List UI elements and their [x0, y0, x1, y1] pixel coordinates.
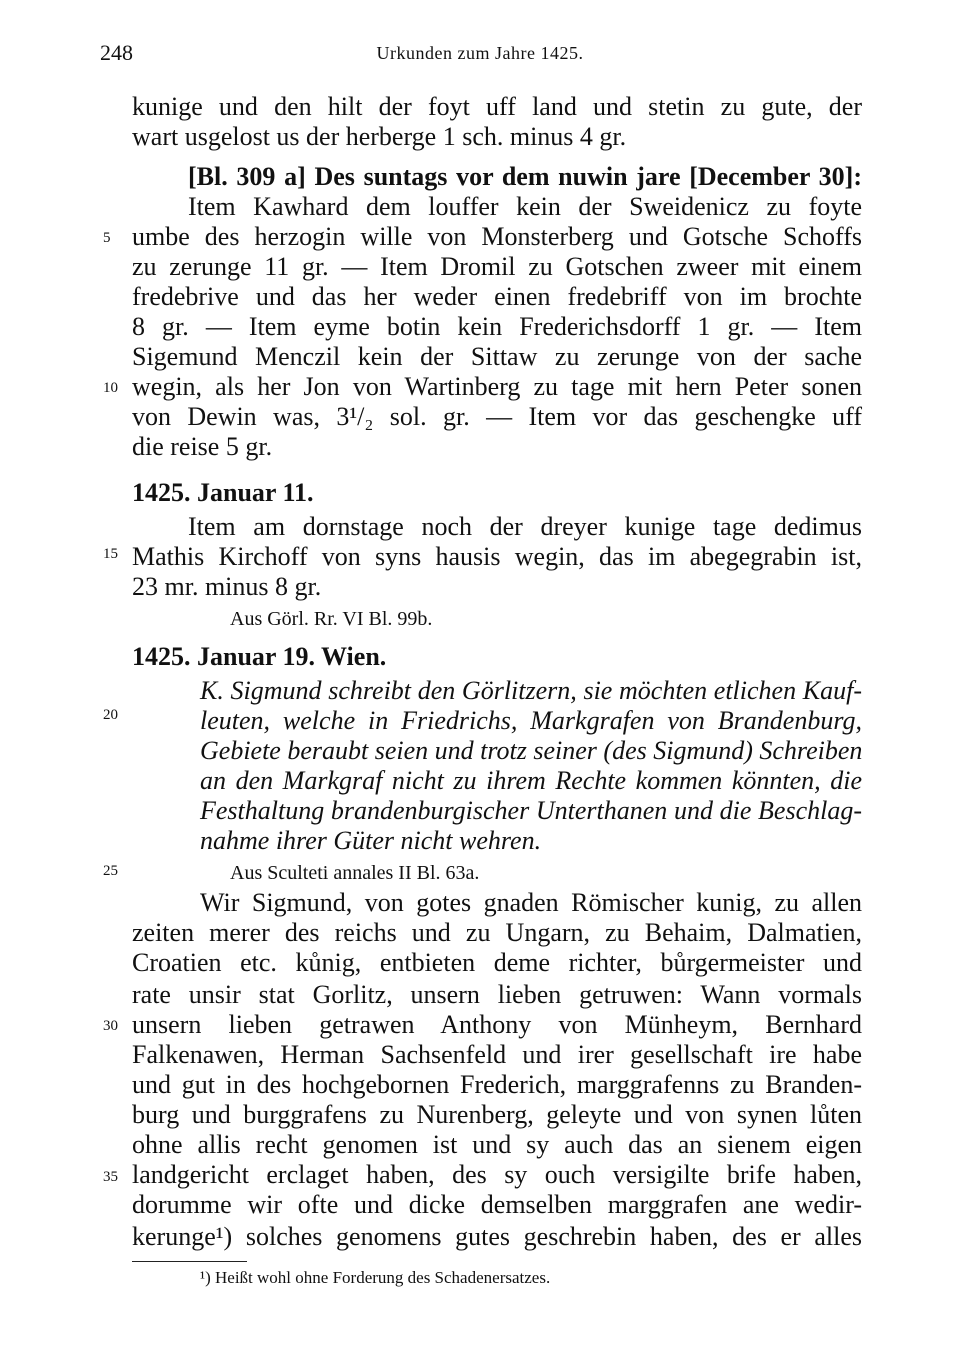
regest-line: nahme ihrer Güter nicht wehren.: [200, 826, 542, 855]
text-line: Wir Sigmund, von gotes gnaden Römischer kunig, zu allen: [200, 888, 862, 917]
date-heading: 1425. Januar 11.: [132, 478, 314, 507]
text-line: Croatien etc. kůnig, entbieten deme richter, bůrgermeister und: [132, 948, 862, 977]
line-number: 35: [103, 1169, 118, 1185]
source-citation: Aus Sculteti annales II Bl. 63a.: [230, 862, 480, 884]
line-number: 15: [103, 546, 118, 562]
text-line: unsern lieben getrawen Anthony von Münheym, Bernhard: [132, 1010, 862, 1039]
text-line: wart usgelost us der herberge 1 sch. minus 4 gr.: [132, 122, 627, 151]
text-line: Item Kawhard dem louffer kein der Sweidenicz zu foyte: [188, 192, 862, 221]
entry-heading: [Bl. 309 a] Des suntags vor dem nuwin jare [December 30]:: [188, 162, 862, 191]
running-title: Urkunden zum Jahre 1425.: [376, 43, 584, 63]
text-line: von Dewin was, 3¹/₂ sol. gr. — Item vor das geschengke uff: [132, 402, 862, 431]
text-line: Item am dornstage noch der dreyer kunige tage dedimus: [188, 512, 862, 541]
text-line: umbe des herzogin wille von Monsterberg und Gotsche Schoffs: [132, 222, 862, 251]
text-line: kunige und den hilt der foyt uff land und stetin zu gute, der: [132, 92, 862, 121]
text-line: ohne allis recht genomen ist und sy auch das an sienem eigen: [132, 1130, 862, 1159]
line-number: 10: [103, 380, 118, 396]
regest-line: K. Sigmund schreibt den Görlitzern, sie möchten etlichen Kauf-: [200, 676, 862, 705]
text-line: zeiten merer des reichs und zu Ungarn, zu Behaim, Dalmatien,: [132, 918, 862, 947]
text-line: die reise 5 gr.: [132, 432, 273, 461]
text-line: 23 mr. minus 8 gr.: [132, 572, 322, 601]
line-number: 30: [103, 1018, 118, 1034]
text-line: und gut in des hochgebornen Frederich, marggrafenns zu Branden-: [132, 1070, 862, 1099]
text-line: 8 gr. — Item eyme botin kein Frederichsdorff 1 gr. — Item: [132, 312, 862, 341]
text-line: Mathis Kirchoff von syns hausis wegin, das im abegegrabin ist,: [132, 542, 862, 571]
line-number: 25: [103, 863, 118, 879]
footnote-rule: [132, 1261, 247, 1262]
text-line: burg und burggrafens zu Nurenberg, geleyte und von synen lůten: [132, 1100, 862, 1129]
text-line: wegin, als her Jon von Wartinberg zu tage mit hern Peter sonen: [132, 372, 862, 401]
text-line: zu zerunge 11 gr. — Item Dromil zu Gotschen zweer mit einem: [132, 252, 862, 281]
source-citation: Aus Görl. Rr. VI Bl. 99b.: [230, 608, 433, 630]
line-number: 20: [103, 707, 118, 723]
text-line: fredebrive und das her weder einen fredebriff von im brochte: [132, 282, 862, 311]
date-heading: 1425. Januar 19. Wien.: [132, 642, 387, 671]
text-line: Sigemund Menczil kein der Sittaw zu zerunge von der sache: [132, 342, 862, 371]
regest-line: an den Markgraf nicht zu ihrem Rechte kommen könnten, die: [200, 766, 862, 795]
text-line: Falkenawen, Herman Sachsenfeld und irer gesellschaft ire habe: [132, 1040, 862, 1069]
footnote: ¹) Heißt wohl ohne Forderung des Schadenersatzes.: [200, 1268, 551, 1287]
regest-line: Festhaltung brandenburgischer Unterthanen und die Beschlag-: [200, 796, 862, 825]
page-number: 248: [100, 40, 133, 65]
regest-line: Gebiete beraubt seien und trotz seiner (des Sigmund) Schreiben: [200, 736, 863, 765]
regest-line: leuten, welche in Friedrichs, Markgrafen von Brandenburg,: [200, 706, 862, 735]
text-line: kerunge¹) solches genomens gutes geschrebin haben, des er alles: [132, 1222, 862, 1251]
line-number: 5: [103, 230, 111, 246]
text-line: dorumme wir ofte und dicke demselben marggrafen ane wedir-: [132, 1190, 862, 1219]
text-line: landgericht erclaget haben, des sy ouch versigilte brife haben,: [132, 1160, 862, 1189]
text-line: rate unsir stat Gorlitz, unsern lieben getruwen: Wann vormals: [132, 980, 862, 1009]
